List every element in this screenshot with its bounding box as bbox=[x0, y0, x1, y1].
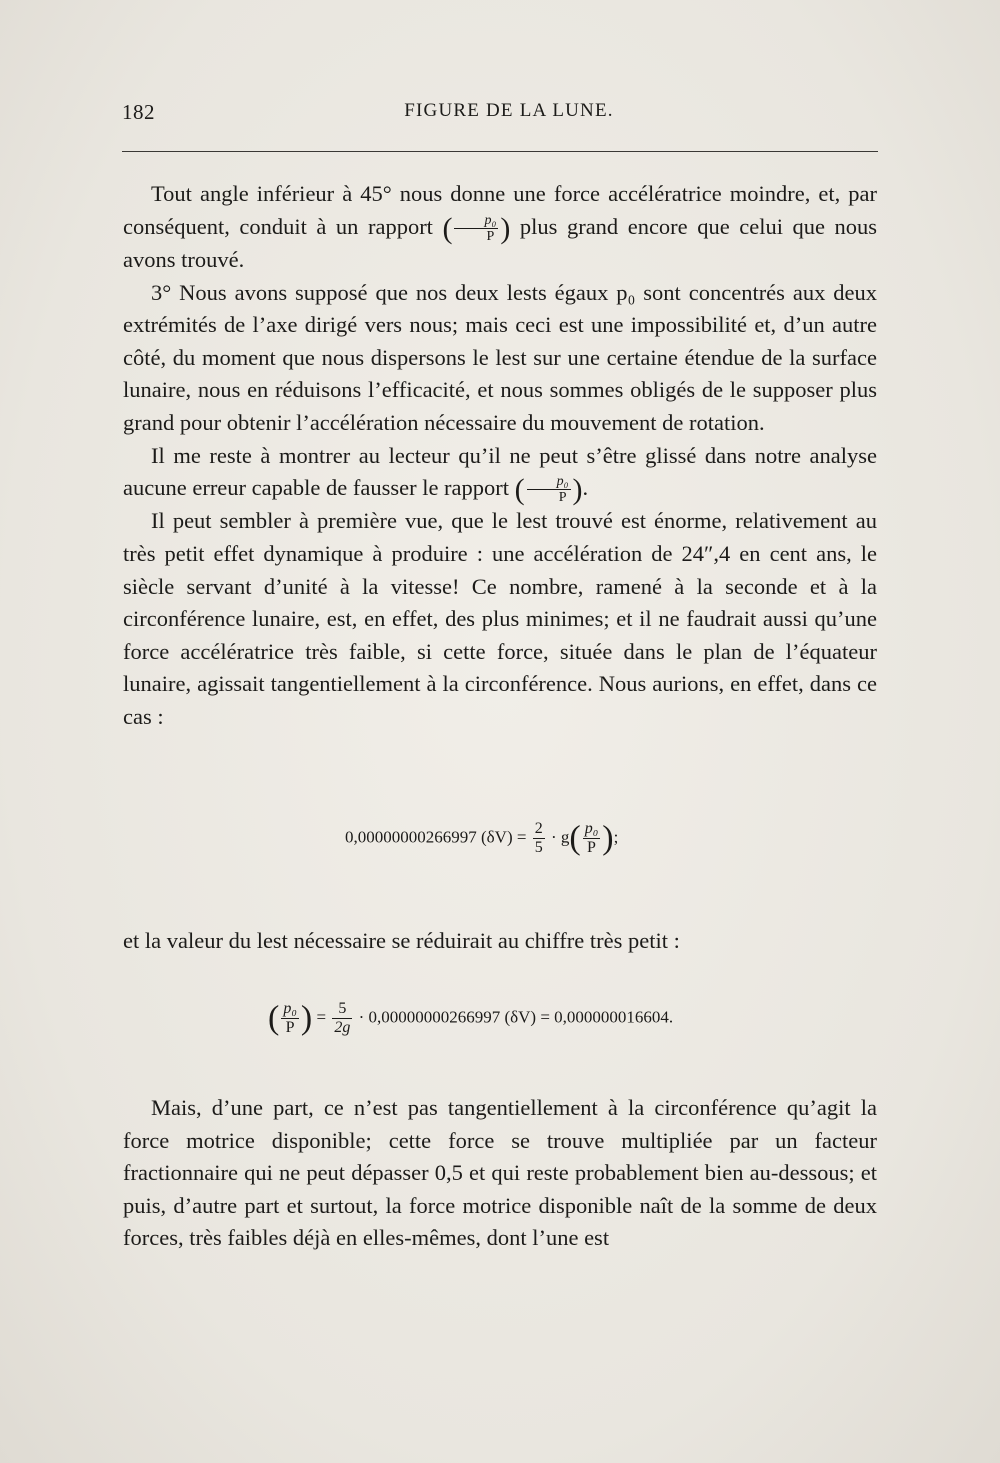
coef-denominator: 2g bbox=[334, 1019, 351, 1036]
ratio-fraction bbox=[281, 1000, 299, 1037]
equation-1-lhs: 0,00000000266997 (δV) = bbox=[345, 827, 527, 847]
equation-1-tail: ; bbox=[613, 827, 619, 847]
paragraph-3-tail: . bbox=[582, 475, 589, 501]
left-paren: ( bbox=[514, 472, 525, 506]
paragraph-5: et la valeur du lest nécessaire se réduirait au chiffre très petit : bbox=[123, 928, 680, 953]
fraction-denominator: P bbox=[486, 228, 495, 244]
paragraph-1 bbox=[123, 178, 877, 277]
right-paren: ) bbox=[572, 472, 583, 506]
left-paren: ( bbox=[442, 211, 453, 245]
paragraph-3-text: Il me reste à montrer au lecteur qu’il ne peut s’être glissé dans notre analyse aucune erreur capable de fausser le rapport bbox=[123, 442, 877, 501]
equation-1-coefficient bbox=[533, 820, 545, 857]
fraction-denominator: P bbox=[285, 1019, 295, 1036]
fraction-numerator: p₀ bbox=[283, 1000, 297, 1017]
equation-2-coefficient bbox=[332, 1000, 352, 1037]
coef-numerator: 5 bbox=[332, 1000, 352, 1019]
fraction-numerator: p₀ bbox=[454, 213, 498, 229]
text-block-mid bbox=[123, 925, 877, 958]
text-block-top bbox=[123, 178, 877, 734]
running-title: FIGURE DE LA LUNE. bbox=[404, 100, 614, 121]
equation-1 bbox=[345, 820, 618, 857]
right-paren: ) bbox=[300, 999, 313, 1037]
fraction-denominator: P bbox=[587, 839, 596, 856]
page-header bbox=[122, 100, 878, 134]
text-block-bottom bbox=[123, 1092, 877, 1255]
equation-2-equals: = bbox=[316, 1007, 327, 1027]
fraction-numerator: p₀ bbox=[584, 820, 599, 837]
paragraph-1-tail: plus grand encore que celui que nous avons trouvé. bbox=[123, 213, 878, 272]
right-paren: ) bbox=[500, 211, 511, 245]
right-paren: ) bbox=[602, 819, 614, 857]
ratio-fraction bbox=[454, 213, 498, 244]
paragraph-2: 3° Nous avons supposé que nos deux lests égaux p₀ sont concentrés aux deux extrémités de l’axe dirigé vers nous; mais ceci est une impossibilité et, d’un autre côté, du moment que nous dispersons le lest sur une certaine étendue de la surface lunaire, nous en réduisons l’efficacité, et nous sommes obligés de le supposer plus grand pour obtenir l’accélération nécessaire du mouvement de rotation. bbox=[123, 279, 877, 435]
left-paren: ( bbox=[569, 819, 581, 857]
header-rule bbox=[122, 151, 878, 152]
fraction-numerator: p₀ bbox=[527, 474, 571, 490]
ratio-fraction bbox=[583, 820, 601, 857]
page-number: 182 bbox=[122, 100, 155, 124]
equation-2 bbox=[268, 1000, 673, 1037]
equation-1-mid: · g bbox=[550, 827, 570, 847]
ratio-fraction bbox=[527, 474, 571, 505]
coef-denominator: 5 bbox=[534, 839, 543, 856]
left-paren: ( bbox=[268, 999, 280, 1037]
paragraph-3 bbox=[123, 440, 877, 506]
paragraph-1-text: Tout angle inférieur à 45° nous donne une force accélératrice moindre, et, par conséquent, conduit à un rapport bbox=[123, 181, 877, 239]
coef-numerator: 2 bbox=[534, 820, 543, 837]
paragraph-4: Il peut sembler à première vue, que le lest trouvé est énorme, relativement au très petit effet dynamique à produire : une accélération de 24″,4 en cent ans, le siècle servant d’unité à la vitesse! Ce nombre, ramené à la seconde et à la circonférence lunaire, est, en effet, des plus minimes; et il ne faudrait aussi qu’une force accélératrice très faible, si cette force, située dans le plan de l’équateur lunaire, agissait tangentiellement à la circonférence. Nous aurions, en effet, dans ce cas : bbox=[123, 508, 877, 729]
fraction-denominator: P bbox=[558, 490, 567, 506]
paragraph-6: Mais, d’une part, ce n’est pas tangentiellement à la circonférence qu’agit la force motrice disponible; cette force se trouve multipliée par un facteur fractionnaire qui ne peut dépasser 0,5 et qui reste probablement bien au-dessous; et puis, d’autre part et surtout, la force motrice disponible naît de la somme de deux forces, très faibles déjà en elles-mêmes, dont l’une est bbox=[123, 1095, 877, 1251]
equation-2-rhs: · 0,00000000266997 (δV) = 0,000000016604. bbox=[358, 1007, 674, 1027]
